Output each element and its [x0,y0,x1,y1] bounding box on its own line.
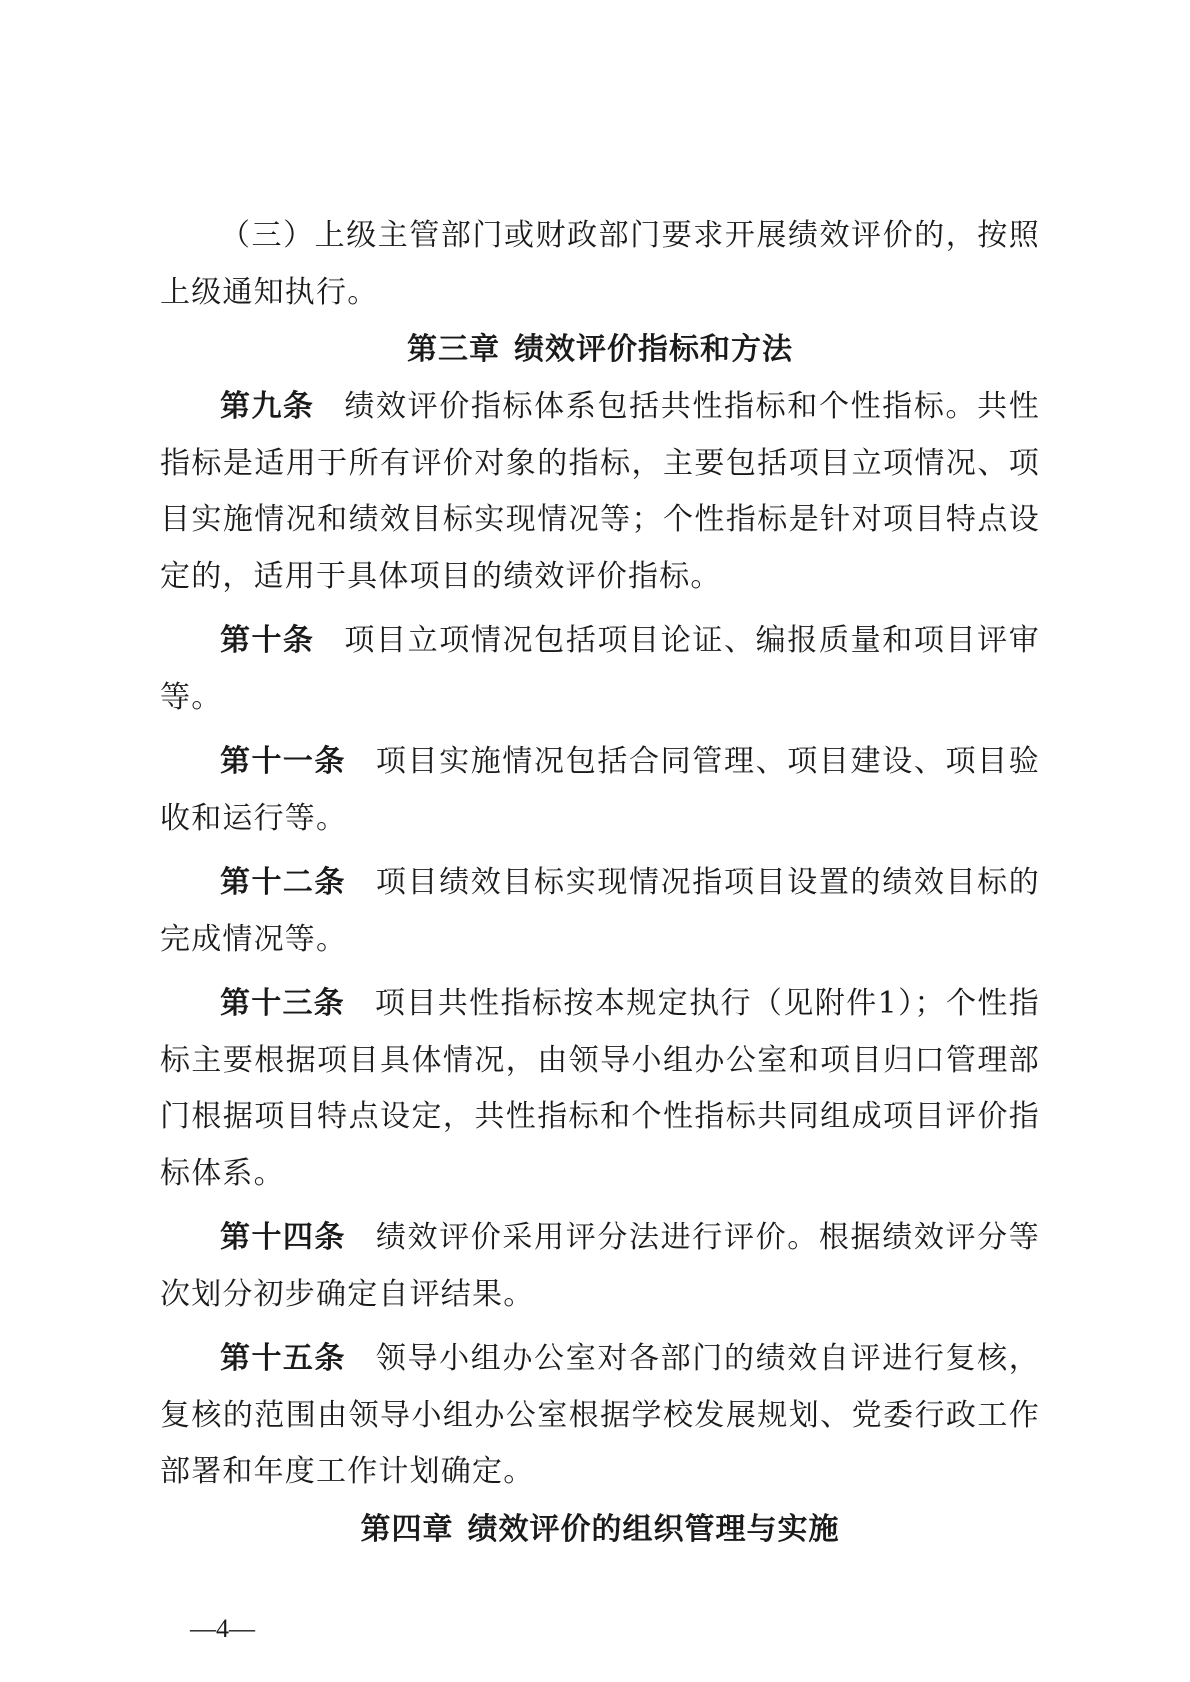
article-11-text: 项目实施情况包括合同管理、项目建设、项目验收和运行等。 [160,744,1041,836]
article-15-label: 第十五条 [220,1341,346,1376]
article-9-text: 绩效评价指标体系包括共性指标和个性指标。共性指标是适用于所有评价对象的指标，主要包括项目立项情况、项目实施情况和绩效目标实现情况等；个性指标是针对项目特点设定的，适用于具体项目的绩效评价指标。 [160,389,1040,594]
article-10 [160,613,1040,726]
chapter-4-number: 第四章 [360,1511,454,1547]
article-15 [160,1331,1040,1501]
chapter-3-title: 绩效评价指标和方法 [514,332,793,367]
document-body [160,208,1040,1559]
paragraph-item-three: （三）上级主管部门或财政部门要求开展绩效评价的，按照上级通知执行。 [160,218,1040,310]
article-12-text: 项目绩效目标实现情况指项目设置的绩效目标的完成情况等。 [160,865,1041,957]
chapter-3-number: 第三章 [407,332,500,367]
article-14 [160,1210,1040,1323]
chapter-4-heading [160,1501,1040,1559]
article-11 [160,734,1040,847]
chapter-4-title: 绩效评价的组织管理与实施 [467,1511,840,1547]
article-13-label: 第十三条 [220,986,345,1021]
article-11-label: 第十一条 [220,744,346,779]
article-10-label: 第十条 [220,623,315,658]
article-15-text: 领导小组办公室对各部门的绩效自评进行复核，复核的范围由领导小组办公室根据学校发展规划、党委行政工作部署和年度工作计划确定。 [160,1341,1041,1489]
article-10-text: 项目立项情况包括项目论证、编报质量和项目评审等。 [160,623,1040,715]
page-number: —4— [190,1614,255,1643]
article-12 [160,855,1040,968]
article-14-text: 绩效评价采用评分法进行评价。根据绩效评分等次划分初步确定自评结果。 [160,1220,1041,1312]
chapter-3-heading [160,321,1040,379]
article-13-text: 项目共性指标按本规定执行（见附件1）；个性指标主要根据项目具体情况，由领导小组办公室和项目归口管理部门根据项目特点设定，共性指标和个性指标共同组成项目评价指标体系。 [160,986,1040,1191]
article-9 [160,379,1040,605]
article-14-label: 第十四条 [220,1220,346,1255]
article-9-label: 第九条 [220,389,315,424]
article-13 [160,976,1040,1202]
article-12-label: 第十二条 [220,865,346,900]
